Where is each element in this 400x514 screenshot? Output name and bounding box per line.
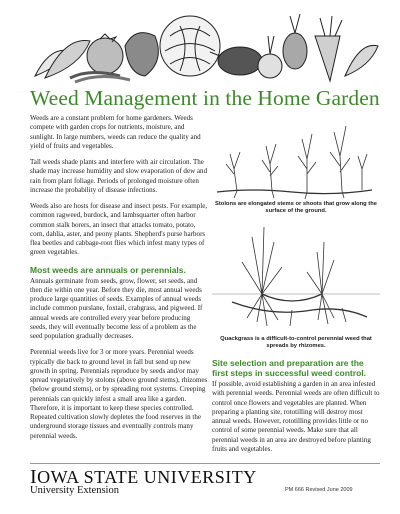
site-selection-paragraph: If possible, avoid establishing a garden in an area infested with perennial weeds. Perennial weeds are often difficult to control once flowers and vegetables are planted. When preparing a planting site, rototilling will destroy most annual weeds. However, rototilling provides little or no control of some perennial weeds. Make sure that all perennial weeds in an area are destroyed before planting fruits and vegetables. xyxy=(212,380,380,453)
footer-divider xyxy=(30,463,380,464)
annuals-perennials-heading: Most weeds are annuals or perennials. xyxy=(30,264,186,275)
left-column xyxy=(30,114,208,448)
quackgrass-illustration xyxy=(212,222,380,334)
vegetable-banner-illustration xyxy=(30,6,380,84)
stolons-caption: Stolons are elongated stems or shoots that grow along the surface of the ground. xyxy=(214,201,377,215)
extension-label: University Extension xyxy=(30,485,119,496)
annuals-paragraph: Annuals germinate from seeds, grow, flower, set seeds, and then die within one year. Before they die, most annual weeds produce large quantities of seeds. Examples of annual weeds include common purslane, foxtail, crabgrass, and pigweed. If annual weeds are controlled every year before producing seeds, they will eventually become less of a problem as the seed population gradually decreases. xyxy=(30,276,203,340)
quackgrass-caption: Quackgrass is a difficult-to-control perennial weed that spreads by rhizomes. xyxy=(220,336,372,350)
shade-paragraph: Tall weeds shade plants and interfere with air circulation. The shade may increase humidity and slow evaporation of dew and rain from plant foliage. Periods of prolonged moisture often increase the probability of disease infections. xyxy=(30,158,208,194)
right-column xyxy=(212,356,380,461)
perennials-paragraph: Perennial weeds live for 3 or more years. Perennial weeds typically die back to ground level in fall but send up new growth in spring. Perennials reproduce by seeds and/or may spread vegetatively by stolons (above ground stems), rhizomes (below ground stems), or by spreading root systems. Creeping perennials can quickly infest a small area like a garden. Therefore, it is important to keep these species controlled. Repeated cultivation slowly depletes the food reserves in the underground storage tissues and eventually controls many perennial weeds. xyxy=(30,348,208,440)
site-selection-heading: Site selection and preparation are the first steps in successful weed control. xyxy=(212,358,366,378)
university-initial: I xyxy=(30,466,38,488)
page-title: Weed Management in the Home Garden xyxy=(30,86,380,110)
hosts-paragraph: Weeds also are hosts for disease and insect pests. For example, common ragweed, burdock, and lambsquarter often harbor common stalk borers, an insect that attacks tomato, potato, corn, dahlia, aster, and peony plants. Shepherd's purse harbors flea beetles and cabbage-root flies which infest many types of green vegetables. xyxy=(30,202,208,257)
stolons-illustration xyxy=(212,114,380,200)
publication-number: PM 666 Revised June 2009 xyxy=(285,487,353,493)
intro-paragraph: Weeds are a constant problem for home gardeners. Weeds compete with garden crops for nutrients, moisture, and sunlight. In large numbers, weeds can reduce the quality and yield of fruits and vegetables. xyxy=(30,114,201,150)
university-name: OWA STATE UNIVERSITY xyxy=(37,467,257,487)
